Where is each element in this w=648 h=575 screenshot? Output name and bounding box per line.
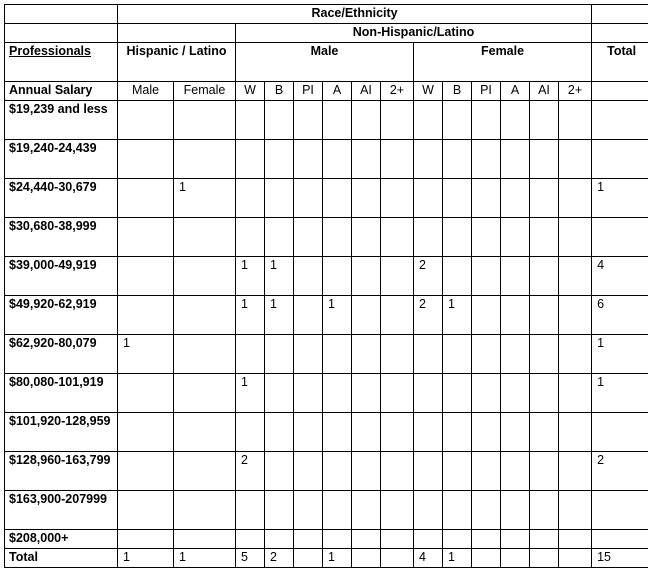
table-row	[5, 335, 648, 374]
female-count-cell	[530, 413, 559, 452]
female-count-cell	[414, 413, 443, 452]
non-hispanic-header: Non-Hispanic/Latino	[236, 24, 592, 43]
female-count-cell	[472, 296, 501, 335]
hispanic-male-cell	[118, 452, 174, 491]
female-code: 2+	[559, 82, 592, 101]
grand-total-cell: 15	[592, 549, 648, 568]
hispanic-female-cell	[174, 218, 236, 257]
hispanic-male-cell	[118, 296, 174, 335]
male-count-cell	[236, 413, 265, 452]
hispanic-male-cell: 1	[118, 335, 174, 374]
female-count-cell	[472, 530, 501, 549]
salary-race-table	[4, 4, 648, 568]
race-ethnicity-header: Race/Ethnicity	[118, 5, 592, 24]
male-count-cell	[381, 452, 414, 491]
salary-range-cell: $39,000-49,919	[5, 257, 118, 296]
female-count-cell	[559, 452, 592, 491]
female-count-cell	[443, 530, 472, 549]
male-count-cell	[323, 491, 352, 530]
female-count-cell	[414, 530, 443, 549]
female-count-cell	[559, 140, 592, 179]
table-row	[5, 374, 648, 413]
hispanic-female-cell	[174, 296, 236, 335]
male-count-cell	[352, 218, 381, 257]
female-count-cell	[559, 257, 592, 296]
hispanic-female-cell	[174, 140, 236, 179]
male-count-cell	[265, 491, 294, 530]
female-count-cell	[501, 335, 530, 374]
male-count-cell	[294, 491, 323, 530]
female-code: PI	[472, 82, 501, 101]
female-count-cell	[443, 374, 472, 413]
male-code: W	[236, 82, 265, 101]
female-count-cell	[472, 413, 501, 452]
male-count-cell	[381, 491, 414, 530]
male-count-cell: 2	[236, 452, 265, 491]
male-count-cell	[294, 413, 323, 452]
row-total-cell	[592, 413, 648, 452]
female-total-cell	[530, 549, 559, 568]
table-row	[5, 452, 648, 491]
corner-cell	[5, 5, 118, 24]
male-count-cell	[265, 413, 294, 452]
annual-salary-header: Annual Salary	[5, 82, 118, 101]
female-count-cell	[472, 335, 501, 374]
male-count-cell: 1	[236, 257, 265, 296]
salary-range-cell: $101,920-128,959	[5, 413, 118, 452]
row-total-cell: 4	[592, 257, 648, 296]
male-count-cell	[352, 179, 381, 218]
male-count-cell	[381, 218, 414, 257]
male-total-cell: 2	[265, 549, 294, 568]
female-count-cell	[472, 218, 501, 257]
female-count-cell	[472, 140, 501, 179]
male-count-cell	[265, 101, 294, 140]
female-count-cell	[472, 257, 501, 296]
hispanic-latino-header: Hispanic / Latino	[118, 43, 236, 82]
male-count-cell	[323, 452, 352, 491]
row-total-cell: 1	[592, 374, 648, 413]
female-count-cell	[472, 101, 501, 140]
female-total-cell: 1	[443, 549, 472, 568]
table-row	[5, 257, 648, 296]
female-count-cell	[530, 296, 559, 335]
table-row	[5, 296, 648, 335]
female-count-cell	[443, 179, 472, 218]
row-total-cell: 1	[592, 335, 648, 374]
table-row	[5, 101, 648, 140]
female-count-cell	[414, 179, 443, 218]
male-count-cell	[352, 452, 381, 491]
female-count-cell	[443, 257, 472, 296]
male-count-cell	[265, 179, 294, 218]
female-count-cell	[530, 452, 559, 491]
male-count-cell	[323, 530, 352, 549]
male-count-cell	[381, 257, 414, 296]
hispanic-female-cell	[174, 491, 236, 530]
female-count-cell	[559, 530, 592, 549]
female-count-cell	[443, 413, 472, 452]
male-total-cell: 5	[236, 549, 265, 568]
male-count-cell	[352, 296, 381, 335]
female-count-cell	[530, 218, 559, 257]
female-count-cell	[559, 179, 592, 218]
male-count-cell	[352, 530, 381, 549]
male-count-cell	[352, 374, 381, 413]
female-count-cell	[530, 257, 559, 296]
salary-range-cell: $49,920-62,919	[5, 296, 118, 335]
male-count-cell	[323, 413, 352, 452]
table-row	[5, 491, 648, 530]
hispanic-male-cell	[118, 374, 174, 413]
salary-range-cell: $208,000+	[5, 530, 118, 549]
female-total-cell	[472, 549, 501, 568]
male-count-cell: 1	[265, 257, 294, 296]
salary-range-cell: $128,960-163,799	[5, 452, 118, 491]
female-count-cell	[443, 101, 472, 140]
hispanic-female-cell	[174, 530, 236, 549]
male-count-cell	[294, 374, 323, 413]
hispanic-male-cell	[118, 413, 174, 452]
male-count-cell	[323, 257, 352, 296]
female-count-cell	[501, 218, 530, 257]
female-code: W	[414, 82, 443, 101]
hispanic-female-cell	[174, 413, 236, 452]
female-count-cell	[472, 491, 501, 530]
female-total-cell: 4	[414, 549, 443, 568]
male-count-cell	[294, 140, 323, 179]
male-count-cell	[381, 179, 414, 218]
hispanic-male-cell	[118, 218, 174, 257]
male-code: B	[265, 82, 294, 101]
row-total-cell	[592, 530, 648, 549]
female-count-cell	[501, 452, 530, 491]
female-count-cell	[501, 101, 530, 140]
male-count-cell	[381, 413, 414, 452]
salary-range-cell: $24,440-30,679	[5, 179, 118, 218]
hispanic-female-cell	[174, 374, 236, 413]
male-header: Male	[236, 43, 414, 82]
male-count-cell: 1	[323, 296, 352, 335]
female-count-cell	[443, 452, 472, 491]
male-count-cell	[381, 140, 414, 179]
male-code: PI	[294, 82, 323, 101]
hispanic-male-cell	[118, 257, 174, 296]
female-total-cell	[501, 549, 530, 568]
hispanic-female-cell	[174, 452, 236, 491]
hispanic-male-cell	[118, 179, 174, 218]
hispanic-male-cell	[118, 530, 174, 549]
blank-cell	[592, 82, 648, 101]
male-count-cell	[294, 296, 323, 335]
male-count-cell	[381, 335, 414, 374]
male-count-cell	[352, 140, 381, 179]
hispanic-female-cell	[174, 101, 236, 140]
blank-cell	[592, 24, 648, 43]
hispanic-male-cell	[118, 101, 174, 140]
male-count-cell	[294, 101, 323, 140]
male-count-cell	[294, 452, 323, 491]
male-count-cell	[236, 140, 265, 179]
male-count-cell	[352, 491, 381, 530]
female-count-cell	[443, 491, 472, 530]
male-count-cell	[323, 335, 352, 374]
male-code: 2+	[381, 82, 414, 101]
male-code: A	[323, 82, 352, 101]
hispanic-female-total: 1	[174, 549, 236, 568]
table-row	[5, 140, 648, 179]
male-total-cell	[381, 549, 414, 568]
hispanic-male-cell	[118, 491, 174, 530]
female-count-cell	[501, 491, 530, 530]
female-count-cell	[414, 335, 443, 374]
male-count-cell	[265, 374, 294, 413]
female-count-cell	[559, 413, 592, 452]
female-count-cell	[559, 335, 592, 374]
female-count-cell	[501, 296, 530, 335]
female-count-cell	[414, 491, 443, 530]
female-total-cell	[559, 549, 592, 568]
female-count-cell	[443, 335, 472, 374]
row-total-cell: 1	[592, 179, 648, 218]
totals-row	[5, 549, 648, 568]
total-header-top	[592, 5, 648, 24]
female-count-cell	[472, 179, 501, 218]
hispanic-male-total: 1	[118, 549, 174, 568]
female-count-cell: 2	[414, 257, 443, 296]
female-count-cell	[501, 179, 530, 218]
male-code: AI	[352, 82, 381, 101]
female-count-cell	[501, 413, 530, 452]
female-count-cell	[414, 374, 443, 413]
female-count-cell	[559, 374, 592, 413]
salary-range-cell: $163,900-207999	[5, 491, 118, 530]
hispanic-female-header: Female	[174, 82, 236, 101]
female-count-cell	[559, 218, 592, 257]
blank-cell	[118, 24, 236, 43]
blank-cell	[5, 24, 118, 43]
male-count-cell	[294, 335, 323, 374]
female-count-cell	[530, 179, 559, 218]
table-row	[5, 530, 648, 549]
male-count-cell	[381, 101, 414, 140]
male-count-cell	[236, 530, 265, 549]
male-count-cell	[265, 530, 294, 549]
hispanic-female-cell	[174, 335, 236, 374]
salary-range-cell: $19,239 and less	[5, 101, 118, 140]
female-count-cell	[530, 140, 559, 179]
male-total-cell	[352, 549, 381, 568]
female-count-cell	[530, 335, 559, 374]
table-row	[5, 413, 648, 452]
female-count-cell	[414, 140, 443, 179]
male-count-cell	[323, 140, 352, 179]
female-count-cell	[501, 257, 530, 296]
female-count-cell	[414, 101, 443, 140]
table-row	[5, 179, 648, 218]
table-row	[5, 218, 648, 257]
female-count-cell	[530, 374, 559, 413]
total-header: Total	[592, 43, 648, 82]
female-count-cell	[414, 452, 443, 491]
male-count-cell	[294, 257, 323, 296]
salary-range-cell: $19,240-24,439	[5, 140, 118, 179]
male-count-cell	[323, 101, 352, 140]
male-count-cell	[381, 374, 414, 413]
male-count-cell	[236, 491, 265, 530]
male-count-cell	[294, 218, 323, 257]
female-count-cell: 1	[443, 296, 472, 335]
male-count-cell	[294, 530, 323, 549]
hispanic-male-header: Male	[118, 82, 174, 101]
male-count-cell	[323, 374, 352, 413]
female-count-cell	[501, 374, 530, 413]
male-count-cell	[323, 218, 352, 257]
male-count-cell: 1	[236, 296, 265, 335]
hispanic-female-cell	[174, 257, 236, 296]
female-code: B	[443, 82, 472, 101]
male-count-cell	[381, 530, 414, 549]
male-count-cell	[352, 413, 381, 452]
male-count-cell	[352, 257, 381, 296]
salary-range-cell: $30,680-38,999	[5, 218, 118, 257]
hispanic-female-cell: 1	[174, 179, 236, 218]
female-count-cell	[530, 101, 559, 140]
female-code: A	[501, 82, 530, 101]
male-total-cell	[294, 549, 323, 568]
male-count-cell	[236, 179, 265, 218]
totals-label: Total	[5, 549, 118, 568]
female-count-cell	[559, 101, 592, 140]
female-count-cell	[559, 296, 592, 335]
female-count-cell	[559, 491, 592, 530]
male-count-cell: 1	[236, 374, 265, 413]
female-count-cell	[530, 530, 559, 549]
male-count-cell	[265, 140, 294, 179]
female-count-cell	[443, 140, 472, 179]
male-count-cell	[352, 335, 381, 374]
row-total-cell	[592, 218, 648, 257]
row-total-cell	[592, 101, 648, 140]
professionals-header: Professionals	[5, 43, 118, 82]
male-total-cell: 1	[323, 549, 352, 568]
row-total-cell	[592, 491, 648, 530]
row-total-cell: 2	[592, 452, 648, 491]
row-total-cell	[592, 140, 648, 179]
male-count-cell	[323, 179, 352, 218]
male-count-cell	[236, 335, 265, 374]
female-count-cell	[414, 218, 443, 257]
salary-range-cell: $80,080-101,919	[5, 374, 118, 413]
hispanic-male-cell	[118, 140, 174, 179]
female-code: AI	[530, 82, 559, 101]
female-count-cell	[530, 491, 559, 530]
male-count-cell	[294, 179, 323, 218]
female-count-cell	[472, 452, 501, 491]
female-header: Female	[414, 43, 592, 82]
male-count-cell	[265, 335, 294, 374]
male-count-cell	[236, 101, 265, 140]
female-count-cell	[501, 530, 530, 549]
female-count-cell: 2	[414, 296, 443, 335]
female-count-cell	[472, 374, 501, 413]
male-count-cell	[236, 218, 265, 257]
male-count-cell	[265, 218, 294, 257]
female-count-cell	[501, 140, 530, 179]
salary-range-cell: $62,920-80,079	[5, 335, 118, 374]
row-total-cell: 6	[592, 296, 648, 335]
male-count-cell	[381, 296, 414, 335]
male-count-cell: 1	[265, 296, 294, 335]
male-count-cell	[352, 101, 381, 140]
female-count-cell	[443, 218, 472, 257]
male-count-cell	[265, 452, 294, 491]
